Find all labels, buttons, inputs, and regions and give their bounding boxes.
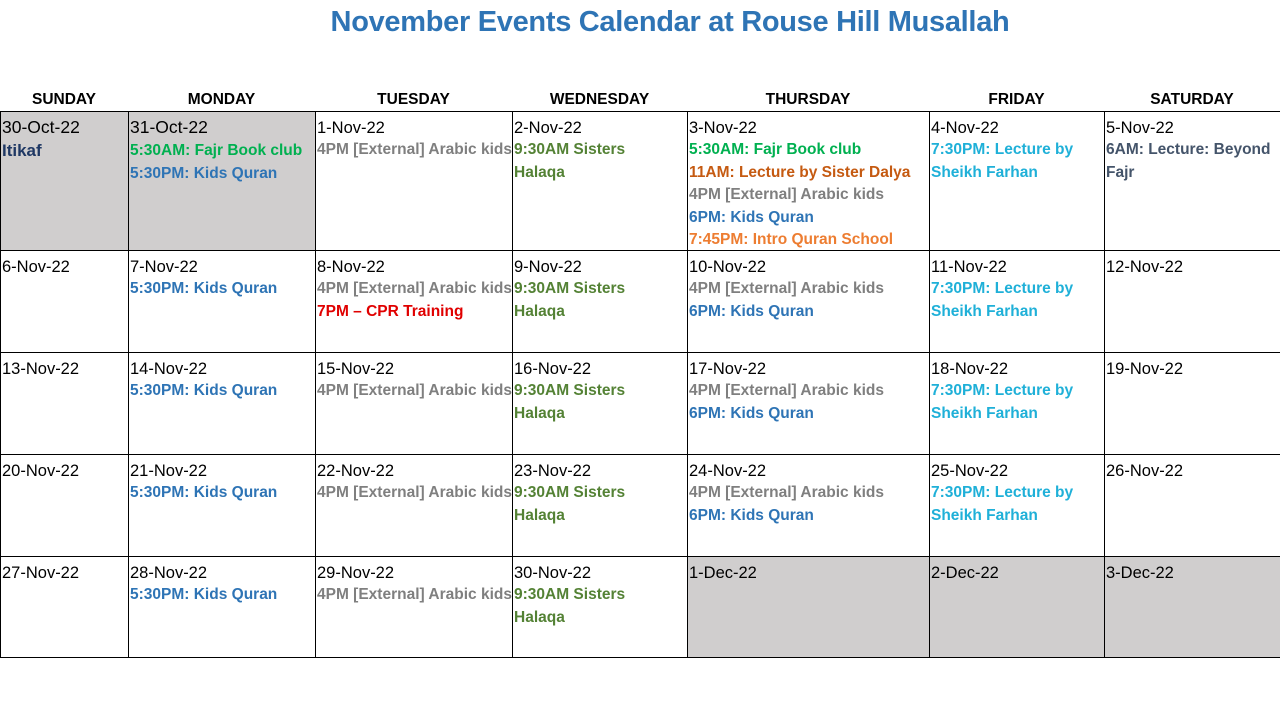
day-date: 18-Nov-22 [931, 360, 1009, 378]
weekday-saturday: SATURDAY [1150, 91, 1234, 108]
event-item: 4PM [External] Arabic kids [689, 186, 884, 203]
day-cell[interactable] [688, 251, 930, 353]
event-item: 4PM [External] Arabic kids [317, 141, 512, 158]
day-cell[interactable] [1, 112, 129, 251]
event-item: 9:30AM Sisters Halaqa [514, 141, 626, 181]
day-cell[interactable] [129, 112, 316, 251]
day-cell[interactable] [513, 251, 688, 353]
event-item: 6PM: Kids Quran [689, 506, 814, 524]
day-cell[interactable] [1, 455, 129, 557]
event-item: 7:30PM: Lecture by Sheikh Farhan [931, 280, 1074, 320]
event-item: 4PM [External] Arabic kids [317, 280, 512, 297]
calendar-grid [0, 111, 1280, 658]
day-cell[interactable] [513, 455, 688, 557]
day-date: 24-Nov-22 [689, 462, 767, 480]
day-date: 30-Nov-22 [514, 564, 592, 582]
event-item: 6PM: Kids Quran [689, 404, 814, 422]
event-item: 4PM [External] Arabic kids [317, 586, 512, 603]
day-cell[interactable] [1105, 112, 1280, 251]
event-item: 9:30AM Sisters Halaqa [514, 280, 626, 320]
event-item: 5:30PM: Kids Quran [130, 586, 278, 603]
event-item: 11AM: Lecture by Sister Dalya [689, 163, 911, 181]
day-cell[interactable] [513, 557, 688, 658]
event-item: 4PM [External] Arabic kids [317, 484, 512, 501]
day-cell[interactable] [930, 251, 1105, 353]
day-date: 2-Dec-22 [931, 564, 999, 582]
day-date: 14-Nov-22 [130, 360, 208, 378]
day-date: 7-Nov-22 [130, 258, 198, 276]
day-cell[interactable] [513, 353, 688, 455]
day-date: 8-Nov-22 [317, 258, 385, 276]
day-date: 10-Nov-22 [689, 258, 767, 276]
day-date: 13-Nov-22 [2, 360, 80, 378]
day-date: 12-Nov-22 [1106, 258, 1184, 276]
day-date: 3-Nov-22 [689, 119, 757, 137]
day-cell[interactable] [930, 353, 1105, 455]
day-cell[interactable] [316, 455, 513, 557]
day-date: 22-Nov-22 [317, 462, 395, 480]
day-cell[interactable] [316, 251, 513, 353]
day-date: 31-Oct-22 [130, 117, 208, 137]
day-cell[interactable] [1105, 557, 1280, 658]
day-cell[interactable] [316, 112, 513, 251]
day-date: 21-Nov-22 [130, 462, 208, 480]
day-date: 1-Nov-22 [317, 119, 385, 137]
day-cell[interactable] [1, 251, 129, 353]
day-cell[interactable] [930, 455, 1105, 557]
day-date: 1-Dec-22 [689, 564, 757, 582]
weekday-monday: MONDAY [187, 91, 256, 108]
event-item: 5:30PM: Kids Quran [130, 382, 278, 399]
day-cell[interactable] [1105, 251, 1280, 353]
day-cell[interactable] [1105, 353, 1280, 455]
day-date: 25-Nov-22 [931, 462, 1009, 480]
day-cell[interactable] [316, 557, 513, 658]
day-date: 11-Nov-22 [931, 258, 1007, 276]
event-item: 4PM [External] Arabic kids [317, 382, 512, 399]
day-cell[interactable] [129, 251, 316, 353]
weekday-friday: FRIDAY [988, 91, 1045, 108]
event-item: 5:30PM: Kids Quran [130, 484, 278, 501]
weekday-wednesday: WEDNESDAY [549, 91, 650, 108]
event-item: Itikaf [2, 141, 42, 160]
day-date: 20-Nov-22 [2, 462, 80, 480]
day-cell[interactable] [688, 557, 930, 658]
day-date: 3-Dec-22 [1106, 564, 1174, 582]
event-item: 5:30PM: Kids Quran [130, 280, 278, 297]
day-cell[interactable] [688, 455, 930, 557]
day-cell[interactable] [316, 353, 513, 455]
event-item: 6PM: Kids Quran [689, 302, 814, 320]
day-date: 16-Nov-22 [514, 360, 592, 378]
event-item: 5:30PM: Kids Quran [130, 164, 278, 182]
event-item: 4PM [External] Arabic kids [689, 484, 884, 501]
day-date: 29-Nov-22 [317, 564, 395, 582]
day-date: 15-Nov-22 [317, 360, 395, 378]
event-item: 9:30AM Sisters Halaqa [514, 586, 626, 626]
day-cell[interactable] [129, 455, 316, 557]
weekday-sunday: SUNDAY [31, 91, 97, 108]
event-item: 7:45PM: Intro Quran School [689, 231, 894, 248]
day-cell[interactable] [1, 353, 129, 455]
day-date: 23-Nov-22 [514, 462, 592, 480]
event-item: 4PM [External] Arabic kids [689, 280, 884, 297]
day-cell[interactable] [930, 112, 1105, 251]
day-cell[interactable] [1105, 455, 1280, 557]
day-cell[interactable] [688, 112, 930, 251]
day-cell[interactable] [129, 353, 316, 455]
event-item: 7:30PM: Lecture by Sheikh Farhan [931, 484, 1074, 524]
day-cell[interactable] [129, 557, 316, 658]
day-date: 19-Nov-22 [1106, 360, 1184, 378]
day-date: 9-Nov-22 [514, 258, 582, 276]
day-cell[interactable] [688, 353, 930, 455]
event-item: 6AM: Lecture: Beyond Fajr [1106, 141, 1271, 181]
event-item: 9:30AM Sisters Halaqa [514, 484, 626, 524]
event-item: 9:30AM Sisters Halaqa [514, 382, 626, 422]
weekday-header [0, 91, 1280, 111]
day-cell[interactable] [1, 557, 129, 658]
event-item: 5:30AM: Fajr Book club [689, 141, 862, 158]
event-item: 6PM: Kids Quran [689, 208, 814, 226]
event-item: 5:30AM: Fajr Book club [130, 142, 303, 159]
day-date: 4-Nov-22 [931, 119, 999, 137]
event-item: 7:30PM: Lecture by Sheikh Farhan [931, 141, 1074, 181]
day-date: 28-Nov-22 [130, 564, 208, 582]
page-title: November Events Calendar at Rouse Hill Musallah [330, 6, 1010, 38]
event-item: 7:30PM: Lecture by Sheikh Farhan [931, 382, 1074, 422]
day-date: 26-Nov-22 [1106, 462, 1184, 480]
day-date: 30-Oct-22 [2, 117, 80, 137]
weekday-tuesday: TUESDAY [377, 91, 450, 108]
day-date: 2-Nov-22 [514, 119, 582, 137]
event-item: 7PM – CPR Training [317, 302, 464, 320]
day-date: 17-Nov-22 [689, 360, 767, 378]
day-date: 27-Nov-22 [2, 564, 80, 582]
day-cell[interactable] [513, 112, 688, 251]
day-date: 5-Nov-22 [1106, 119, 1174, 137]
event-item: 4PM [External] Arabic kids [689, 382, 884, 399]
day-cell[interactable] [930, 557, 1105, 658]
day-date: 6-Nov-22 [2, 258, 70, 276]
weekday-thursday: THURSDAY [765, 91, 851, 108]
